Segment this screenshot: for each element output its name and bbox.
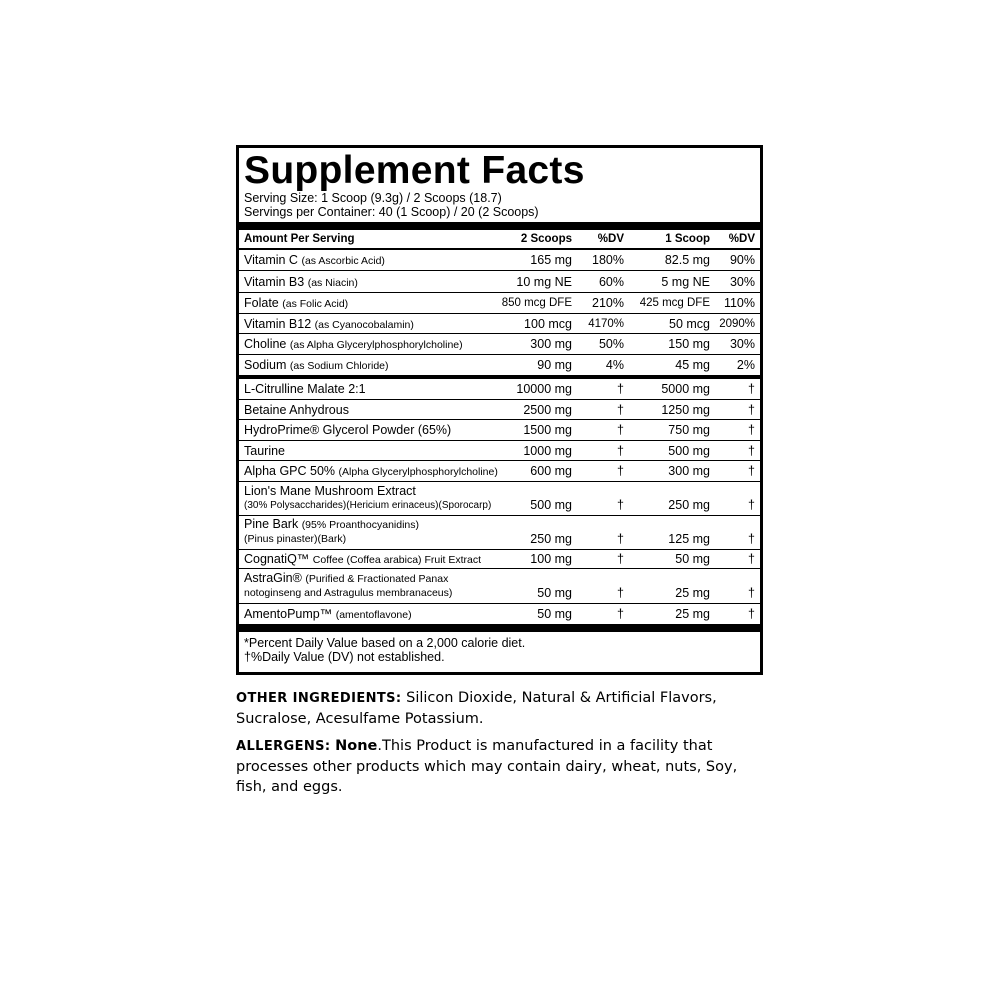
amount-1-scoop: 5 mg NE — [661, 274, 710, 289]
dv-2-scoops: 60% — [598, 274, 624, 289]
ingredient-detail: (Alpha Glycerylphosphorylcholine) — [338, 466, 498, 478]
ingredient-name: Alpha GPC 50% — [244, 464, 336, 478]
amount-1-scoop: 125 mg — [668, 532, 710, 546]
table-row — [239, 482, 760, 516]
dv-1-scoop: † — [748, 443, 755, 458]
table-row — [239, 400, 760, 420]
dv-2-scoops: 4170% — [588, 317, 624, 330]
amount-2-scoops: 250 mg — [530, 532, 572, 546]
allergens-value: None — [335, 738, 378, 754]
thick-rule — [239, 624, 760, 632]
footnote-dagger: †%Daily Value (DV) not established. — [244, 650, 445, 664]
other-ingredients-label: OTHER INGREDIENTS: — [236, 691, 402, 706]
allergens-text: .This Product is manufactured in a facility that processes other products which may contain dairy, wheat, nuts, Soy, fish, and eggs. — [236, 738, 738, 795]
amount-1-scoop: 25 mg — [675, 586, 710, 600]
amount-1-scoop: 50 mg — [675, 552, 710, 566]
amount-2-scoops: 10 mg NE — [516, 274, 572, 289]
table-row — [239, 604, 760, 624]
table-row — [239, 271, 760, 293]
dv-1-scoop: † — [748, 586, 755, 600]
amount-2-scoops: 165 mg — [530, 253, 572, 267]
serving-size: Serving Size: 1 Scoop (9.3g) / 2 Scoops (18.7) — [244, 191, 502, 205]
dv-1-scoop: 30% — [729, 337, 755, 351]
ingredient-name: Betaine Anhydrous — [244, 402, 349, 417]
dv-2-scoops: † — [617, 532, 624, 546]
dv-1-scoop: 2% — [736, 358, 755, 372]
ingredient-name: Vitamin B12 — [244, 316, 312, 331]
amount-2-scoops: 300 mg — [530, 337, 572, 351]
dv-1-scoop: 110% — [723, 296, 755, 310]
amount-2-scoops: 100 mg — [530, 552, 572, 566]
ingredient-detail: (as Ascorbic Acid) — [301, 255, 385, 267]
table-row — [239, 379, 760, 400]
ingredient-name: AmentoPump™ — [244, 607, 333, 621]
ingredient-detail: Coffee (Coffea arabica) Fruit Extract — [312, 554, 482, 566]
ingredient-name: CognatiQ™ — [244, 552, 310, 566]
header-amount: Amount Per Serving — [244, 233, 355, 245]
amount-2-scoops: 100 mcg — [524, 316, 572, 331]
ingredient-name: Vitamin B3 — [244, 274, 305, 289]
header-dv-2: %DV — [597, 233, 624, 245]
amount-2-scoops: 600 mg — [530, 464, 572, 478]
amount-1-scoop: 750 mg — [668, 423, 710, 437]
dv-2-scoops: † — [617, 423, 624, 437]
thick-rule — [239, 222, 760, 230]
table-row — [239, 250, 760, 271]
header-1-scoop: 1 Scoop — [665, 233, 710, 245]
amount-1-scoop: 5000 mg — [661, 382, 710, 396]
dv-2-scoops: † — [617, 382, 624, 396]
header-2-scoops: 2 Scoops — [520, 233, 572, 245]
dv-1-scoop: † — [748, 607, 755, 621]
ingredient-detail: (Purified & Fractionated Panax — [305, 573, 449, 585]
dv-1-scoop: † — [748, 532, 755, 546]
header-dv-1: %DV — [728, 233, 755, 245]
ingredient-name: Folate — [244, 296, 279, 310]
amount-1-scoop: 45 mg — [675, 358, 710, 372]
amount-2-scoops: 500 mg — [530, 498, 572, 512]
table-row — [239, 334, 760, 355]
footnotes — [244, 632, 755, 664]
dv-1-scoop: † — [748, 498, 755, 512]
allergens-label: ALLERGENS: — [236, 739, 331, 754]
amount-2-scoops: 90 mg — [537, 358, 572, 372]
dv-2-scoops: † — [617, 552, 624, 566]
footnote-dv: *Percent Daily Value based on a 2,000 calorie diet. — [244, 636, 526, 650]
dv-2-scoops: 50% — [598, 337, 624, 351]
amount-1-scoop: 82.5 mg — [664, 253, 710, 267]
dv-1-scoop: † — [748, 382, 755, 396]
amount-2-scoops: 1000 mg — [523, 443, 572, 458]
dv-2-scoops: † — [617, 464, 624, 478]
amount-2-scoops: 2500 mg — [523, 402, 572, 417]
panel-title: Supplement Facts — [244, 149, 585, 192]
amount-2-scoops: 10000 mg — [516, 382, 572, 396]
ingredient-detail: (as Niacin) — [307, 276, 358, 289]
ingredient-name: AstraGin® — [244, 572, 302, 585]
dv-1-scoop: 2090% — [719, 317, 755, 330]
table-row — [239, 314, 760, 334]
ingredient-name: HydroPrime® Glycerol Powder (65%) — [244, 423, 452, 437]
table-row — [239, 516, 760, 550]
dv-1-scoop: 90% — [729, 253, 755, 267]
amount-1-scoop: 250 mg — [668, 498, 710, 512]
amount-1-scoop: 425 mcg DFE — [639, 297, 710, 309]
ingredient-name: Vitamin C — [244, 253, 298, 267]
table-row — [239, 293, 760, 314]
servings-per-container: Servings per Container: 40 (1 Scoop) / 20 (2 Scoops) — [244, 205, 539, 219]
dv-2-scoops: † — [617, 498, 624, 512]
amount-1-scoop: 1250 mg — [661, 402, 710, 417]
amount-2-scoops: 50 mg — [537, 607, 572, 621]
dv-1-scoop: † — [748, 552, 755, 566]
ingredient-detail: (Pinus pinaster)(Bark) — [244, 533, 347, 545]
dv-2-scoops: † — [617, 402, 624, 417]
ingredient-name: Taurine — [244, 443, 285, 458]
table-row — [239, 355, 760, 375]
column-header — [239, 230, 760, 250]
ingredient-name: Lion's Mane Mushroom Extract — [244, 485, 416, 498]
ingredient-detail: (30% Polysaccharides)(Hericium erinaceus)(Sporocarp) — [244, 500, 492, 511]
ingredient-detail: (as Cyanocobalamin) — [314, 318, 414, 331]
ingredient-detail: notoginseng and Astragulus membranaceus) — [244, 587, 453, 599]
dv-1-scoop: † — [748, 423, 755, 437]
amount-1-scoop: 50 mcg — [669, 316, 710, 331]
table-row — [239, 569, 760, 604]
dv-1-scoop: † — [748, 402, 755, 417]
dv-2-scoops: 210% — [592, 296, 624, 310]
other-ingredients-text: Silicon Dioxide, Natural & Artificial Flavors, Sucralose, Acesulfame Potassium. — [236, 690, 717, 727]
dv-2-scoops: 4% — [605, 358, 624, 372]
ingredient-detail: (as Sodium Chloride) — [289, 360, 389, 372]
ingredient-name: Sodium — [244, 358, 287, 372]
ingredient-detail: (amentoflavone) — [335, 609, 412, 621]
dv-1-scoop: 30% — [729, 274, 755, 289]
amount-1-scoop: 150 mg — [668, 337, 710, 351]
ingredient-detail: (as Alpha Glycerylphosphorylcholine) — [289, 339, 463, 351]
amount-2-scoops: 50 mg — [537, 586, 572, 600]
ingredient-name: Pine Bark — [244, 518, 299, 531]
allergens — [236, 736, 756, 797]
amount-2-scoops: 1500 mg — [523, 423, 572, 437]
table-row — [239, 420, 760, 441]
dv-1-scoop: † — [748, 464, 755, 478]
supplement-facts-panel — [236, 145, 763, 675]
ingredient-name: Choline — [244, 337, 287, 351]
table-row — [239, 461, 760, 482]
dv-2-scoops: † — [617, 607, 624, 621]
amount-1-scoop: 500 mg — [668, 443, 710, 458]
amount-1-scoop: 300 mg — [668, 464, 710, 478]
dv-2-scoops: † — [617, 586, 624, 600]
ingredient-detail: (95% Proanthocyanidins) — [301, 519, 420, 531]
ingredient-detail: (as Folic Acid) — [282, 298, 349, 310]
ingredient-name: L-Citrulline Malate 2:1 — [244, 382, 366, 396]
table-row — [239, 441, 760, 461]
amount-1-scoop: 25 mg — [675, 607, 710, 621]
table-row — [239, 550, 760, 569]
other-ingredients — [236, 688, 756, 729]
dv-2-scoops: 180% — [592, 253, 624, 267]
dv-2-scoops: † — [617, 443, 624, 458]
amount-2-scoops: 850 mcg DFE — [501, 297, 572, 309]
